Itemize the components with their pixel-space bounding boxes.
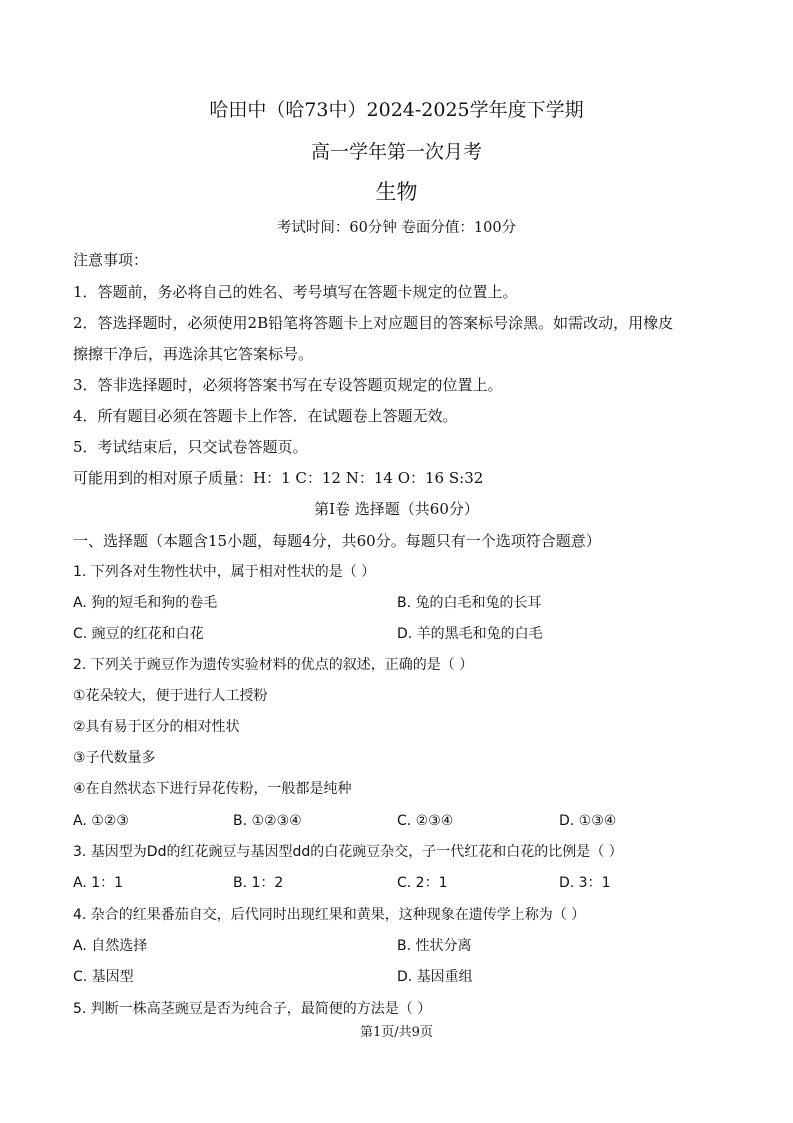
statement: ②具有易于区分的相对性状	[73, 719, 240, 735]
option-a: A. ①②③	[73, 813, 129, 829]
notice-item: 4．所有题目必须在答题卡上作答．在试题卷上答题无效。	[73, 407, 458, 425]
section-heading: 一、选择题（本题含15小题，每题4分，共60分。每题只有一个选项符合题意）	[73, 532, 601, 550]
notice-item: 1．答题前，务必将自己的姓名、考号填写在答题卡规定的位置上。	[73, 283, 518, 301]
notice-heading: 注意事项：	[73, 251, 149, 269]
statement: ④在自然状态下进行异花传粉，一般都是纯种	[73, 781, 352, 797]
question-stem: 2. 下列关于豌豆作为遗传实验材料的优点的叙述，正确的是（ ）	[73, 657, 474, 673]
statement: ①花朵较大，便于进行人工授粉	[73, 688, 268, 704]
option-b: B. 性状分离	[397, 938, 472, 954]
option-a: A. 1：1	[73, 875, 124, 891]
notice-item: 2．答选择题时，必须使用2B铅笔将答题卡上对应题目的答案标号涂黑。如需改动，用橡皮	[73, 314, 674, 332]
option-b: B. ①②③④	[233, 813, 302, 829]
exam-subtitle: 高一学年第一次月考	[310, 141, 482, 163]
statement: ③子代数量多	[73, 750, 156, 766]
option-d: D. 3：1	[559, 875, 611, 891]
option-d: D. 羊的黑毛和兔的白毛	[397, 626, 543, 642]
exam-subject: 生物	[375, 180, 418, 204]
exam-info: 考试时间：60分钟 卷面分值：100分	[276, 220, 517, 236]
page-footer: 第1页/共9页	[360, 1025, 433, 1040]
option-d: D. 基因重组	[397, 969, 473, 985]
question-stem: 3. 基因型为Dd的红花豌豆与基因型dd的白花豌豆杂交，子一代红花和白花的比例是（ ）	[73, 844, 623, 860]
exam-title: 哈田中（哈73中）2024-2025学年度下学期	[209, 99, 584, 121]
option-b: B. 兔的白毛和兔的长耳	[397, 595, 542, 611]
part-title: 第Ⅰ卷 选择题（共60分）	[314, 500, 479, 518]
option-c: C. ②③④	[397, 813, 454, 829]
atomic-mass-note: 可能用到的相对原子质量：H：1 C：12 N：14 O：16 S:32	[73, 469, 484, 487]
option-b: B. 1：2	[233, 875, 284, 891]
option-d: D. ①③④	[559, 813, 617, 829]
notice-item: 擦擦干净后，再选涂其它答案标号。	[73, 345, 314, 363]
notice-item: 3．答非选择题时，必须将答案书写在专设答题页规定的位置上。	[73, 376, 503, 394]
question-stem: 4. 杂合的红果番茄自交，后代同时出现红果和黄果，这种现象在遗传学上称为（ ）	[73, 907, 586, 923]
notice-item: 5．考试结束后，只交试卷答题页。	[73, 438, 308, 456]
question-stem: 1. 下列各对生物性状中，属于相对性状的是（ ）	[73, 564, 376, 580]
option-a: A. 自然选择	[73, 938, 148, 954]
question-stem: 5. 判断一株高茎豌豆是否为纯合子，最简便的方法是（ ）	[73, 1001, 432, 1017]
option-c: C. 基因型	[73, 969, 134, 985]
option-c: C. 豌豆的红花和白花	[73, 626, 204, 642]
option-c: C. 2：1	[397, 875, 448, 891]
option-a: A. 狗的短毛和狗的卷毛	[73, 595, 218, 611]
